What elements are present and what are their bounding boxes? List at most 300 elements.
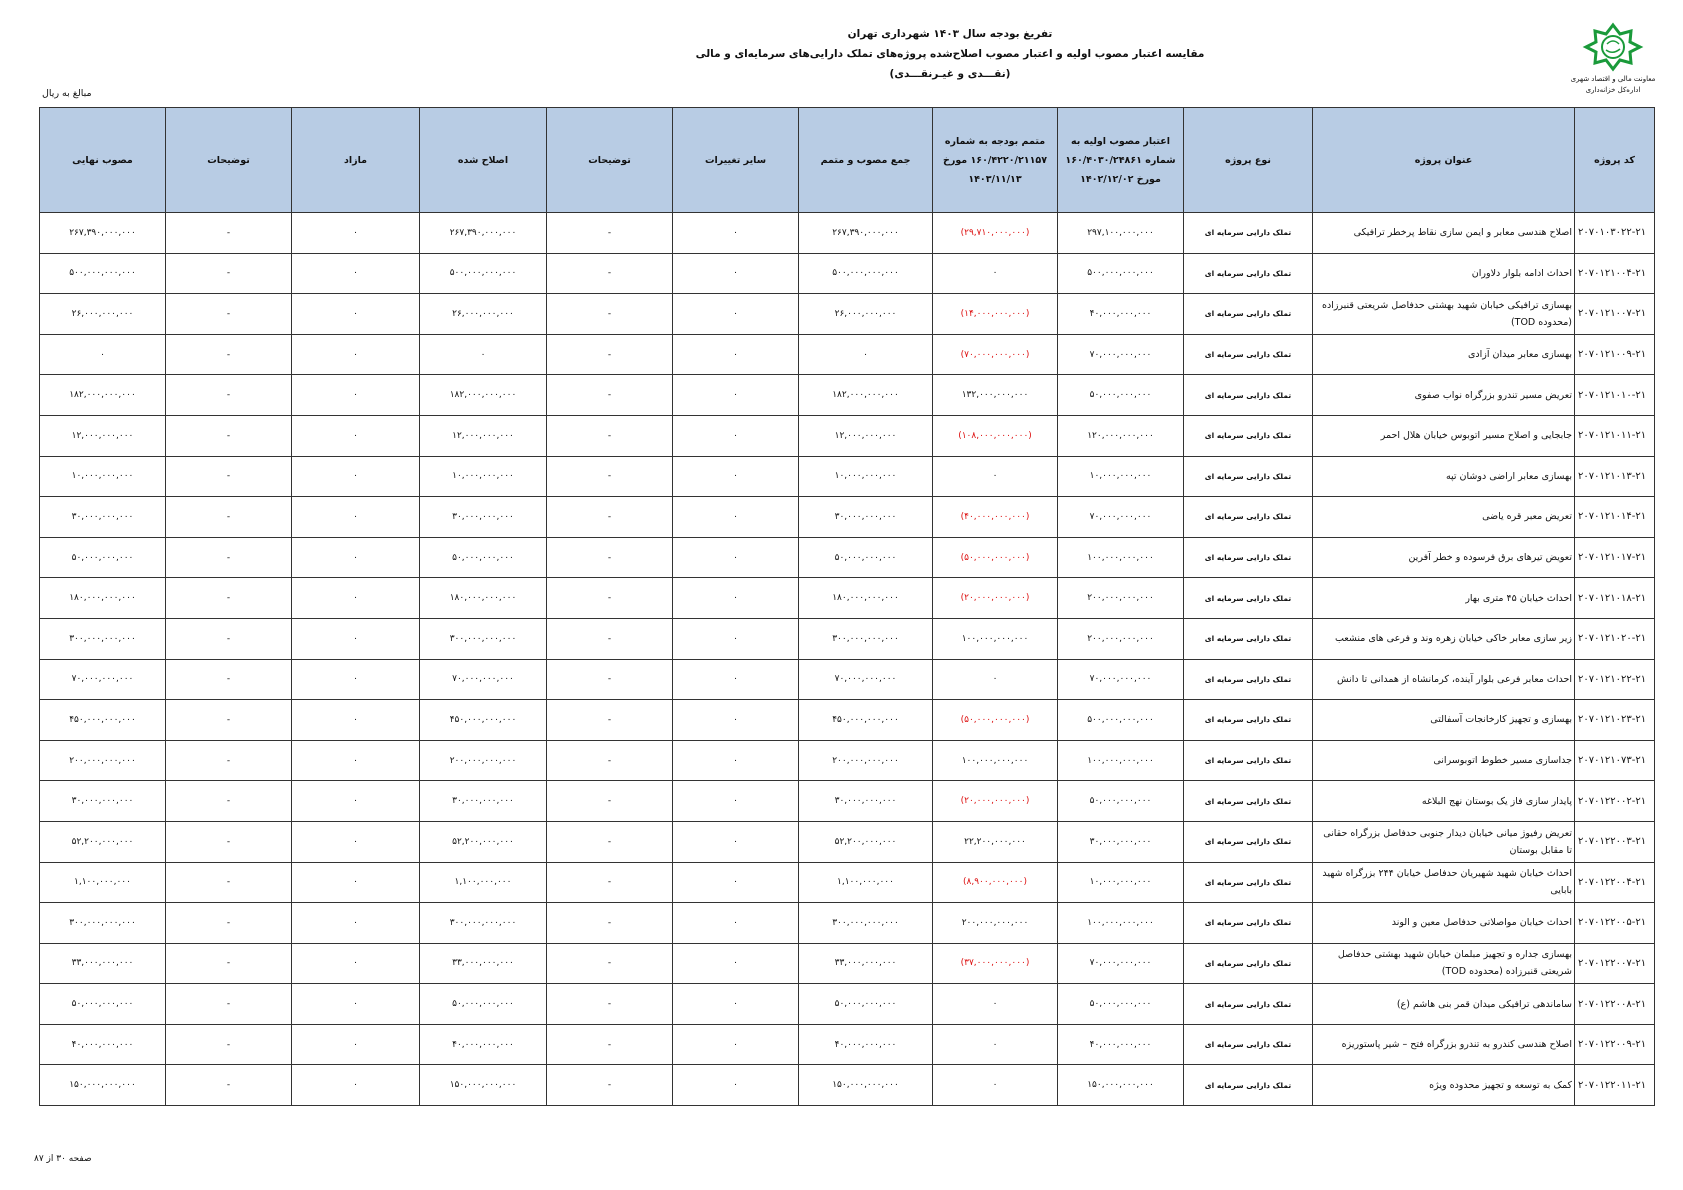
cell-notes2: - (166, 213, 292, 254)
cell-initial: ۳۰,۰۰۰,۰۰۰,۰۰۰ (1058, 821, 1184, 862)
cell-code: ۲۰۷۰۱۲۲۰۰۷-۲۱ (1575, 943, 1655, 984)
cell-surplus: ۰ (292, 943, 420, 984)
column-header-type: نوع پروژه (1184, 108, 1313, 213)
table-row (40, 781, 1655, 822)
cell-corrected: ۳۰,۰۰۰,۰۰۰,۰۰۰ (420, 781, 547, 822)
table-row (40, 415, 1655, 456)
cell-final: ۴۰,۰۰۰,۰۰۰,۰۰۰ (40, 1024, 166, 1065)
cell-total: ۲۶۷,۳۹۰,۰۰۰,۰۰۰ (799, 213, 933, 254)
column-header-notes1: توضیحات (547, 108, 673, 213)
cell-type: تملک دارایی سرمایه ای (1184, 1065, 1313, 1106)
cell-other: ۰ (673, 213, 799, 254)
cell-corrected: ۵۰۰,۰۰۰,۰۰۰,۰۰۰ (420, 253, 547, 294)
cell-supplement: (۱۴,۰۰۰,۰۰۰,۰۰۰) (933, 294, 1058, 335)
title-line-2: مقایسه اعتبار مصوب اولیه و اعتبار مصوب اصلاح‌شده پروژه‌های تملک دارایی‌های سرمایه‌ای و مالی (695, 48, 1205, 60)
cell-notes2: - (166, 253, 292, 294)
cell-surplus: ۰ (292, 740, 420, 781)
cell-supplement: (۳۷,۰۰۰,۰۰۰,۰۰۰) (933, 943, 1058, 984)
cell-code: ۲۰۷۰۱۲۱۰۱۳-۲۱ (1575, 456, 1655, 497)
cell-final: ۱۲,۰۰۰,۰۰۰,۰۰۰ (40, 415, 166, 456)
cell-surplus: ۰ (292, 700, 420, 741)
cell-total: ۵۰,۰۰۰,۰۰۰,۰۰۰ (799, 537, 933, 578)
cell-notes1: - (547, 456, 673, 497)
table-row (40, 903, 1655, 944)
cell-other: ۰ (673, 415, 799, 456)
cell-final: ۵۲,۲۰۰,۰۰۰,۰۰۰ (40, 821, 166, 862)
cell-corrected: ۵۲,۲۰۰,۰۰۰,۰۰۰ (420, 821, 547, 862)
cell-type: تملک دارایی سرمایه ای (1184, 700, 1313, 741)
cell-notes2: - (166, 537, 292, 578)
cell-supplement: ۲۲,۲۰۰,۰۰۰,۰۰۰ (933, 821, 1058, 862)
cell-corrected: ۰ (420, 334, 547, 375)
cell-notes2: - (166, 740, 292, 781)
cell-final: ۳۰۰,۰۰۰,۰۰۰,۰۰۰ (40, 618, 166, 659)
cell-type: تملک دارایی سرمایه ای (1184, 618, 1313, 659)
cell-notes2: - (166, 700, 292, 741)
table-row (40, 456, 1655, 497)
cell-notes1: - (547, 781, 673, 822)
cell-type: تملک دارایی سرمایه ای (1184, 578, 1313, 619)
org-line-2: اداره‌کل خزانه‌داری (1585, 86, 1641, 94)
cell-final: ۰ (40, 334, 166, 375)
cell-title: تعریض رفیوژ میانی خیابان دیدار جنوبی حدفاصل بزرگراه حقانی تا مقابل بوستان (1313, 821, 1575, 862)
cell-code: ۲۰۷۰۱۲۱۰۰۷-۲۱ (1575, 294, 1655, 335)
cell-corrected: ۱۵۰,۰۰۰,۰۰۰,۰۰۰ (420, 1065, 547, 1106)
cell-notes1: - (547, 294, 673, 335)
cell-supplement: (۲۹,۷۱۰,۰۰۰,۰۰۰) (933, 213, 1058, 254)
cell-notes1: - (547, 862, 673, 903)
cell-initial: ۵۰۰,۰۰۰,۰۰۰,۰۰۰ (1058, 700, 1184, 741)
table-row (40, 1065, 1655, 1106)
cell-code: ۲۰۷۰۱۰۳۰۲۲-۲۱ (1575, 213, 1655, 254)
cell-notes2: - (166, 415, 292, 456)
cell-code: ۲۰۷۰۱۲۱۰۱۱-۲۱ (1575, 415, 1655, 456)
cell-corrected: ۱۸۲,۰۰۰,۰۰۰,۰۰۰ (420, 375, 547, 416)
table-row (40, 213, 1655, 254)
cell-notes2: - (166, 821, 292, 862)
cell-initial: ۱۰۰,۰۰۰,۰۰۰,۰۰۰ (1058, 537, 1184, 578)
cell-surplus: ۰ (292, 1024, 420, 1065)
title-line-1: تفریغ بودجه سال ۱۴۰۳ شهرداری تهران (847, 28, 1053, 40)
cell-notes1: - (547, 213, 673, 254)
cell-other: ۰ (673, 862, 799, 903)
table-row (40, 375, 1655, 416)
table-row (40, 821, 1655, 862)
cell-notes1: - (547, 334, 673, 375)
cell-final: ۴۵۰,۰۰۰,۰۰۰,۰۰۰ (40, 700, 166, 741)
cell-notes2: - (166, 1024, 292, 1065)
cell-notes1: - (547, 497, 673, 538)
cell-notes1: - (547, 1024, 673, 1065)
cell-type: تملک دارایی سرمایه ای (1184, 415, 1313, 456)
cell-code: ۲۰۷۰۱۲۱۰۰۹-۲۱ (1575, 334, 1655, 375)
table-row (40, 294, 1655, 335)
cell-type: تملک دارایی سرمایه ای (1184, 456, 1313, 497)
cell-total: ۵۰,۰۰۰,۰۰۰,۰۰۰ (799, 984, 933, 1025)
cell-other: ۰ (673, 821, 799, 862)
column-header-total: جمع مصوب و متمم (799, 108, 933, 213)
cell-corrected: ۳۰۰,۰۰۰,۰۰۰,۰۰۰ (420, 903, 547, 944)
cell-title: زیر سازی معابر خاکی خیابان زهره وند و فرعی های منشعب (1313, 618, 1575, 659)
cell-type: تملک دارایی سرمایه ای (1184, 497, 1313, 538)
cell-title: احداث خیابان شهید شهیریان حدفاصل خیابان ۲۴۴ بزرگراه شهید بابایی (1313, 862, 1575, 903)
cell-total: ۱۲,۰۰۰,۰۰۰,۰۰۰ (799, 415, 933, 456)
cell-other: ۰ (673, 659, 799, 700)
cell-other: ۰ (673, 253, 799, 294)
cell-initial: ۵۰,۰۰۰,۰۰۰,۰۰۰ (1058, 781, 1184, 822)
cell-title: اصلاح هندسی کندرو به تندرو بزرگراه فتح – شیر پاستوریزه (1313, 1024, 1575, 1065)
cell-initial: ۲۰۰,۰۰۰,۰۰۰,۰۰۰ (1058, 618, 1184, 659)
cell-notes2: - (166, 862, 292, 903)
cell-other: ۰ (673, 903, 799, 944)
table-row (40, 984, 1655, 1025)
cell-initial: ۷۰,۰۰۰,۰۰۰,۰۰۰ (1058, 497, 1184, 538)
cell-total: ۵۲,۲۰۰,۰۰۰,۰۰۰ (799, 821, 933, 862)
cell-total: ۱۰,۰۰۰,۰۰۰,۰۰۰ (799, 456, 933, 497)
cell-initial: ۴۰,۰۰۰,۰۰۰,۰۰۰ (1058, 1024, 1184, 1065)
table-row (40, 659, 1655, 700)
cell-final: ۳۳,۰۰۰,۰۰۰,۰۰۰ (40, 943, 166, 984)
logo-emblem-icon (1582, 22, 1644, 72)
cell-title: جداسازی مسیر خطوط اتوبوسرانی (1313, 740, 1575, 781)
cell-notes1: - (547, 984, 673, 1025)
cell-title: اصلاح هندسی معابر و ایمن سازی نقاط پرخطر ترافیکی (1313, 213, 1575, 254)
cell-final: ۱۸۰,۰۰۰,۰۰۰,۰۰۰ (40, 578, 166, 619)
cell-other: ۰ (673, 1024, 799, 1065)
cell-corrected: ۷۰,۰۰۰,۰۰۰,۰۰۰ (420, 659, 547, 700)
cell-supplement: ۰ (933, 659, 1058, 700)
cell-initial: ۷۰,۰۰۰,۰۰۰,۰۰۰ (1058, 334, 1184, 375)
cell-other: ۰ (673, 334, 799, 375)
cell-supplement: (۵۰,۰۰۰,۰۰۰,۰۰۰) (933, 700, 1058, 741)
cell-final: ۵۰,۰۰۰,۰۰۰,۰۰۰ (40, 537, 166, 578)
cell-total: ۵۰۰,۰۰۰,۰۰۰,۰۰۰ (799, 253, 933, 294)
cell-type: تملک دارایی سرمایه ای (1184, 862, 1313, 903)
cell-final: ۲۶,۰۰۰,۰۰۰,۰۰۰ (40, 294, 166, 335)
tehran-municipality-logo (1563, 22, 1663, 96)
cell-initial: ۱۵۰,۰۰۰,۰۰۰,۰۰۰ (1058, 1065, 1184, 1106)
cell-final: ۵۰۰,۰۰۰,۰۰۰,۰۰۰ (40, 253, 166, 294)
cell-notes2: - (166, 943, 292, 984)
cell-surplus: ۰ (292, 659, 420, 700)
cell-other: ۰ (673, 740, 799, 781)
cell-code: ۲۰۷۰۱۲۱۰۷۳-۲۱ (1575, 740, 1655, 781)
cell-supplement: ۲۰۰,۰۰۰,۰۰۰,۰۰۰ (933, 903, 1058, 944)
cell-surplus: ۰ (292, 618, 420, 659)
cell-notes2: - (166, 294, 292, 335)
cell-notes2: - (166, 375, 292, 416)
cell-notes2: - (166, 984, 292, 1025)
cell-total: ۳۰۰,۰۰۰,۰۰۰,۰۰۰ (799, 618, 933, 659)
cell-type: تملک دارایی سرمایه ای (1184, 903, 1313, 944)
cell-initial: ۱۲۰,۰۰۰,۰۰۰,۰۰۰ (1058, 415, 1184, 456)
document-titles (600, 24, 1300, 84)
cell-other: ۰ (673, 375, 799, 416)
cell-type: تملک دارایی سرمایه ای (1184, 781, 1313, 822)
cell-corrected: ۳۰۰,۰۰۰,۰۰۰,۰۰۰ (420, 618, 547, 659)
cell-notes2: - (166, 781, 292, 822)
table-row (40, 943, 1655, 984)
cell-code: ۲۰۷۰۱۲۱۰۱۴-۲۱ (1575, 497, 1655, 538)
cell-other: ۰ (673, 618, 799, 659)
cell-code: ۲۰۷۰۱۲۲۰۰۲-۲۱ (1575, 781, 1655, 822)
cell-code: ۲۰۷۰۱۲۲۰۱۱-۲۱ (1575, 1065, 1655, 1106)
org-line-1: معاونت مالی و اقتصاد شهری (1570, 75, 1656, 83)
cell-code: ۲۰۷۰۱۲۱۰۲۰-۲۱ (1575, 618, 1655, 659)
cell-surplus: ۰ (292, 821, 420, 862)
cell-corrected: ۲۰۰,۰۰۰,۰۰۰,۰۰۰ (420, 740, 547, 781)
cell-code: ۲۰۷۰۱۲۲۰۰۸-۲۱ (1575, 984, 1655, 1025)
cell-surplus: ۰ (292, 862, 420, 903)
cell-title: ساماندهی ترافیکی میدان قمر بنی هاشم (ع) (1313, 984, 1575, 1025)
cell-supplement: (۲۰,۰۰۰,۰۰۰,۰۰۰) (933, 578, 1058, 619)
cell-surplus: ۰ (292, 334, 420, 375)
cell-notes2: - (166, 497, 292, 538)
cell-notes2: - (166, 578, 292, 619)
cell-code: ۲۰۷۰۱۲۲۰۰۳-۲۱ (1575, 821, 1655, 862)
cell-initial: ۵۰,۰۰۰,۰۰۰,۰۰۰ (1058, 375, 1184, 416)
page-number: صفحه ۳۰ از ۸۷ (34, 1154, 92, 1164)
cell-code: ۲۰۷۰۱۲۱۰۱۸-۲۱ (1575, 578, 1655, 619)
cell-final: ۱۵۰,۰۰۰,۰۰۰,۰۰۰ (40, 1065, 166, 1106)
cell-notes2: - (166, 334, 292, 375)
cell-initial: ۲۰۰,۰۰۰,۰۰۰,۰۰۰ (1058, 578, 1184, 619)
cell-corrected: ۱۰,۰۰۰,۰۰۰,۰۰۰ (420, 456, 547, 497)
cell-supplement: ۱۰۰,۰۰۰,۰۰۰,۰۰۰ (933, 618, 1058, 659)
cell-total: ۱۸۰,۰۰۰,۰۰۰,۰۰۰ (799, 578, 933, 619)
cell-title: جابجایی و اصلاح مسیر اتوبوس خیابان هلال احمر (1313, 415, 1575, 456)
cell-title: تعریض مسیر تندرو بزرگراه نواب صفوی (1313, 375, 1575, 416)
cell-supplement: (۲۰,۰۰۰,۰۰۰,۰۰۰) (933, 781, 1058, 822)
cell-notes1: - (547, 415, 673, 456)
cell-notes1: - (547, 821, 673, 862)
cell-title: احداث ادامه بلوار دلاوران (1313, 253, 1575, 294)
cell-other: ۰ (673, 497, 799, 538)
cell-total: ۲۰۰,۰۰۰,۰۰۰,۰۰۰ (799, 740, 933, 781)
cell-notes1: - (547, 253, 673, 294)
cell-notes1: - (547, 578, 673, 619)
cell-other: ۰ (673, 781, 799, 822)
column-header-corrected: اصلاح شده (420, 108, 547, 213)
cell-final: ۳۰,۰۰۰,۰۰۰,۰۰۰ (40, 781, 166, 822)
table-row (40, 700, 1655, 741)
cell-final: ۵۰,۰۰۰,۰۰۰,۰۰۰ (40, 984, 166, 1025)
cell-final: ۳۰۰,۰۰۰,۰۰۰,۰۰۰ (40, 903, 166, 944)
cell-total: ۰ (799, 334, 933, 375)
cell-supplement: (۴۰,۰۰۰,۰۰۰,۰۰۰) (933, 497, 1058, 538)
cell-supplement: ۰ (933, 984, 1058, 1025)
cell-surplus: ۰ (292, 984, 420, 1025)
cell-notes1: - (547, 943, 673, 984)
cell-code: ۲۰۷۰۱۲۱۰۰۴-۲۱ (1575, 253, 1655, 294)
cell-total: ۲۶,۰۰۰,۰۰۰,۰۰۰ (799, 294, 933, 335)
cell-type: تملک دارایی سرمایه ای (1184, 537, 1313, 578)
cell-surplus: ۰ (292, 537, 420, 578)
cell-initial: ۲۹۷,۱۰۰,۰۰۰,۰۰۰ (1058, 213, 1184, 254)
cell-other: ۰ (673, 1065, 799, 1106)
cell-corrected: ۵۰,۰۰۰,۰۰۰,۰۰۰ (420, 984, 547, 1025)
cell-corrected: ۳۰,۰۰۰,۰۰۰,۰۰۰ (420, 497, 547, 538)
column-header-supplement: متمم بودجه به شماره ۱۶۰/۴۲۲۰/۲۱۱۵۷ مورخ ۱۴۰۳/۱۱/۱۳ (933, 108, 1058, 213)
table-body (40, 213, 1655, 1106)
cell-surplus: ۰ (292, 213, 420, 254)
cell-other: ۰ (673, 984, 799, 1025)
cell-initial: ۵۰,۰۰۰,۰۰۰,۰۰۰ (1058, 984, 1184, 1025)
cell-type: تملک دارایی سرمایه ای (1184, 659, 1313, 700)
cell-notes1: - (547, 659, 673, 700)
cell-initial: ۱۰,۰۰۰,۰۰۰,۰۰۰ (1058, 862, 1184, 903)
cell-final: ۲۰۰,۰۰۰,۰۰۰,۰۰۰ (40, 740, 166, 781)
cell-surplus: ۰ (292, 578, 420, 619)
cell-notes1: - (547, 1065, 673, 1106)
cell-type: تملک دارایی سرمایه ای (1184, 253, 1313, 294)
table-row (40, 537, 1655, 578)
cell-type: تملک دارایی سرمایه ای (1184, 1024, 1313, 1065)
currency-unit-note: مبالغ به ریال (42, 88, 92, 99)
table-row (40, 740, 1655, 781)
cell-supplement: (۸,۹۰۰,۰۰۰,۰۰۰) (933, 862, 1058, 903)
cell-final: ۱,۱۰۰,۰۰۰,۰۰۰ (40, 862, 166, 903)
cell-total: ۳۰۰,۰۰۰,۰۰۰,۰۰۰ (799, 903, 933, 944)
cell-code: ۲۰۷۰۱۲۱۰۲۲-۲۱ (1575, 659, 1655, 700)
cell-code: ۲۰۷۰۱۲۲۰۰۹-۲۱ (1575, 1024, 1655, 1065)
title-line-3: (نقـــدی و غیـرنقـــدی) (889, 68, 1011, 80)
table-row (40, 497, 1655, 538)
cell-final: ۳۰,۰۰۰,۰۰۰,۰۰۰ (40, 497, 166, 538)
cell-surplus: ۰ (292, 781, 420, 822)
cell-type: تملک دارایی سرمایه ای (1184, 740, 1313, 781)
cell-total: ۴۵۰,۰۰۰,۰۰۰,۰۰۰ (799, 700, 933, 741)
cell-surplus: ۰ (292, 497, 420, 538)
table-row (40, 578, 1655, 619)
cell-corrected: ۲۶,۰۰۰,۰۰۰,۰۰۰ (420, 294, 547, 335)
table-row (40, 862, 1655, 903)
cell-total: ۴۰,۰۰۰,۰۰۰,۰۰۰ (799, 1024, 933, 1065)
cell-code: ۲۰۷۰۱۲۲۰۰۴-۲۱ (1575, 862, 1655, 903)
cell-type: تملک دارایی سرمایه ای (1184, 821, 1313, 862)
cell-supplement: (۵۰,۰۰۰,۰۰۰,۰۰۰) (933, 537, 1058, 578)
cell-final: ۷۰,۰۰۰,۰۰۰,۰۰۰ (40, 659, 166, 700)
cell-initial: ۱۰۰,۰۰۰,۰۰۰,۰۰۰ (1058, 740, 1184, 781)
cell-title: احداث معابر فرعی بلوار آینده، کرمانشاه از همدانی تا دانش (1313, 659, 1575, 700)
cell-notes1: - (547, 618, 673, 659)
cell-title: بهسازی جداره و تجهیز مبلمان خیابان شهید بهشتی حدفاصل شریعتی قنبرزاده (محدوده TOD) (1313, 943, 1575, 984)
cell-notes1: - (547, 537, 673, 578)
cell-title: احداث خیابان مواصلاتی حدفاصل معین و الوند (1313, 903, 1575, 944)
cell-surplus: ۰ (292, 903, 420, 944)
cell-corrected: ۱۸۰,۰۰۰,۰۰۰,۰۰۰ (420, 578, 547, 619)
cell-other: ۰ (673, 294, 799, 335)
cell-total: ۱۵۰,۰۰۰,۰۰۰,۰۰۰ (799, 1065, 933, 1106)
column-header-initial: اعتبار مصوب اولیه به شماره ۱۶۰/۴۰۳۰/۲۴۸۶۱ مورخ ۱۴۰۲/۱۲/۰۲ (1058, 108, 1184, 213)
cell-supplement: ۰ (933, 456, 1058, 497)
cell-supplement: ۰ (933, 1065, 1058, 1106)
column-header-final: مصوب نهایی (40, 108, 166, 213)
cell-type: تملک دارایی سرمایه ای (1184, 375, 1313, 416)
cell-title: پایدار سازی فاز یک بوستان نهج البلاغه (1313, 781, 1575, 822)
cell-notes2: - (166, 659, 292, 700)
cell-code: ۲۰۷۰۱۲۱۰۱۰-۲۱ (1575, 375, 1655, 416)
cell-initial: ۱۰۰,۰۰۰,۰۰۰,۰۰۰ (1058, 903, 1184, 944)
cell-supplement: ۰ (933, 253, 1058, 294)
cell-total: ۳۰,۰۰۰,۰۰۰,۰۰۰ (799, 781, 933, 822)
table-row (40, 334, 1655, 375)
cell-corrected: ۴۰,۰۰۰,۰۰۰,۰۰۰ (420, 1024, 547, 1065)
cell-supplement: ۱۰۰,۰۰۰,۰۰۰,۰۰۰ (933, 740, 1058, 781)
cell-code: ۲۰۷۰۱۲۱۰۲۳-۲۱ (1575, 700, 1655, 741)
cell-initial: ۱۰,۰۰۰,۰۰۰,۰۰۰ (1058, 456, 1184, 497)
cell-supplement: ۰ (933, 1024, 1058, 1065)
cell-notes1: - (547, 375, 673, 416)
table-row (40, 618, 1655, 659)
cell-title: بهسازی ترافیکی خیابان شهید بهشتی حدفاصل شریعتی قنبرزاده (محدوده TOD) (1313, 294, 1575, 335)
cell-supplement: ۱۳۲,۰۰۰,۰۰۰,۰۰۰ (933, 375, 1058, 416)
cell-notes1: - (547, 903, 673, 944)
cell-initial: ۴۰,۰۰۰,۰۰۰,۰۰۰ (1058, 294, 1184, 335)
cell-surplus: ۰ (292, 1065, 420, 1106)
cell-final: ۱۰,۰۰۰,۰۰۰,۰۰۰ (40, 456, 166, 497)
cell-total: ۱,۱۰۰,۰۰۰,۰۰۰ (799, 862, 933, 903)
cell-supplement: (۱۰۸,۰۰۰,۰۰۰,۰۰۰) (933, 415, 1058, 456)
column-header-surplus: مازاد (292, 108, 420, 213)
cell-total: ۳۳,۰۰۰,۰۰۰,۰۰۰ (799, 943, 933, 984)
cell-type: تملک دارایی سرمایه ای (1184, 943, 1313, 984)
cell-total: ۱۸۲,۰۰۰,۰۰۰,۰۰۰ (799, 375, 933, 416)
column-header-other: سایر تغییرات (673, 108, 799, 213)
cell-total: ۳۰,۰۰۰,۰۰۰,۰۰۰ (799, 497, 933, 538)
cell-surplus: ۰ (292, 375, 420, 416)
column-header-title: عنوان پروژه (1313, 108, 1575, 213)
cell-title: تعریض معبر قره یاضی (1313, 497, 1575, 538)
cell-type: تملک دارایی سرمایه ای (1184, 334, 1313, 375)
cell-total: ۷۰,۰۰۰,۰۰۰,۰۰۰ (799, 659, 933, 700)
cell-title: بهسازی معابر میدان آزادی (1313, 334, 1575, 375)
cell-other: ۰ (673, 456, 799, 497)
cell-corrected: ۲۶۷,۳۹۰,۰۰۰,۰۰۰ (420, 213, 547, 254)
cell-surplus: ۰ (292, 456, 420, 497)
cell-final: ۱۸۲,۰۰۰,۰۰۰,۰۰۰ (40, 375, 166, 416)
cell-corrected: ۱۲,۰۰۰,۰۰۰,۰۰۰ (420, 415, 547, 456)
cell-surplus: ۰ (292, 294, 420, 335)
cell-title: تعویض تیرهای برق فرسوده و خطر آفرین (1313, 537, 1575, 578)
table-row (40, 1024, 1655, 1065)
cell-title: بهسازی معابر اراضی دوشان تپه (1313, 456, 1575, 497)
cell-final: ۲۶۷,۳۹۰,۰۰۰,۰۰۰ (40, 213, 166, 254)
budget-table (39, 107, 1655, 1106)
cell-initial: ۵۰۰,۰۰۰,۰۰۰,۰۰۰ (1058, 253, 1184, 294)
cell-corrected: ۴۵۰,۰۰۰,۰۰۰,۰۰۰ (420, 700, 547, 741)
column-header-notes2: توضیحات (166, 108, 292, 213)
cell-corrected: ۳۳,۰۰۰,۰۰۰,۰۰۰ (420, 943, 547, 984)
cell-supplement: (۷۰,۰۰۰,۰۰۰,۰۰۰) (933, 334, 1058, 375)
column-header-code: کد پروژه (1575, 108, 1655, 213)
table-header-row (40, 108, 1655, 213)
cell-corrected: ۱,۱۰۰,۰۰۰,۰۰۰ (420, 862, 547, 903)
cell-corrected: ۵۰,۰۰۰,۰۰۰,۰۰۰ (420, 537, 547, 578)
cell-initial: ۷۰,۰۰۰,۰۰۰,۰۰۰ (1058, 943, 1184, 984)
cell-type: تملک دارایی سرمایه ای (1184, 294, 1313, 335)
cell-surplus: ۰ (292, 253, 420, 294)
cell-notes1: - (547, 700, 673, 741)
cell-type: تملک دارایی سرمایه ای (1184, 213, 1313, 254)
cell-notes2: - (166, 456, 292, 497)
cell-other: ۰ (673, 537, 799, 578)
cell-notes2: - (166, 618, 292, 659)
cell-code: ۲۰۷۰۱۲۱۰۱۷-۲۱ (1575, 537, 1655, 578)
cell-other: ۰ (673, 578, 799, 619)
cell-type: تملک دارایی سرمایه ای (1184, 984, 1313, 1025)
table-row (40, 253, 1655, 294)
